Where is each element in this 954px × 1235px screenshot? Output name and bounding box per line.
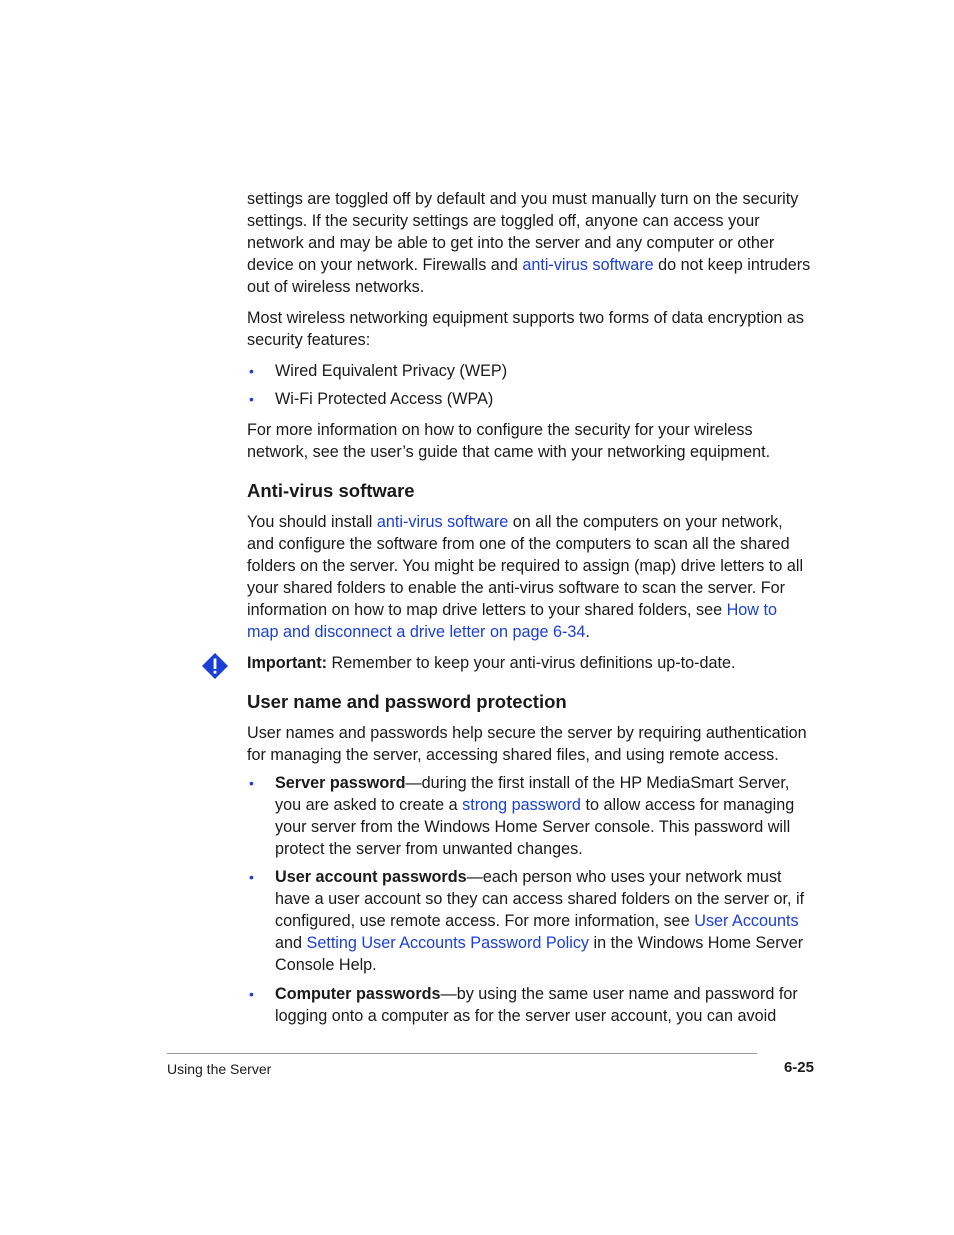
intro-paragraph-3: For more information on how to configure the security for your wireless network, see the user’s guide that came with your networking equipment.	[247, 421, 771, 461]
bullet-icon: •	[249, 363, 254, 379]
item-title: Computer passwords	[275, 985, 441, 1003]
strong-password-link[interactable]: strong password	[462, 796, 581, 814]
encryption-list	[247, 360, 812, 410]
text-span: do not keep intruders out of wireless networks.	[247, 256, 811, 296]
anti-virus-link[interactable]: anti-virus software	[522, 256, 654, 274]
text-span: Remember to keep your anti-virus definitions up-to-date.	[327, 654, 736, 672]
bullet-icon: •	[249, 869, 254, 885]
intro-paragraph-1	[247, 188, 812, 298]
text-span: —by using the same user name and password for logging onto a computer as for the server user account, you can avoid	[275, 985, 798, 1025]
list-item	[247, 866, 812, 976]
password-policy-link[interactable]: Setting User Accounts Password Policy	[306, 934, 590, 952]
text-span: .	[585, 623, 590, 641]
footer-divider	[167, 1053, 757, 1054]
password-list	[247, 772, 812, 1027]
user-password-heading: User name and password protection	[247, 691, 567, 712]
anti-virus-link[interactable]: anti-virus software	[376, 513, 509, 531]
bullet-icon: •	[249, 986, 254, 1002]
list-item-text: Wired Equivalent Privacy (WEP)	[275, 362, 508, 380]
bullet-icon: •	[249, 391, 254, 407]
user-accounts-link[interactable]: User Accounts	[694, 912, 799, 930]
text-span: and	[275, 934, 307, 952]
intro-paragraph-2: Most wireless networking equipment supports two forms of data encryption as security features:	[247, 309, 804, 349]
footer-section-title: Using the Server	[167, 1061, 272, 1077]
list-item	[247, 360, 812, 382]
list-item	[247, 983, 812, 1027]
list-item-text: Wi-Fi Protected Access (WPA)	[275, 390, 494, 408]
item-title: User account passwords	[275, 868, 467, 886]
user-password-intro: User names and passwords help secure the server by requiring authentication for managing the server, accessing shared files, and using remote access.	[247, 724, 807, 764]
text-span: in the Windows Home Server Console Help.	[275, 934, 804, 974]
important-text	[247, 652, 812, 674]
page-content	[247, 188, 812, 1036]
text-span: on all the computers on your network, and configure the software from one of the computers to scan all the shared folders on the server. You might be required to assign (map) drive letters to all your shared folders to enable the anti-virus software to scan the server. For information on how to map drive letters to your shared folders, see	[247, 513, 804, 619]
text-span: settings are toggled off by default and you must manually turn on the security settings. If the security settings are toggled off, anyone can access your network and may be able to get into the server and any computer or other device on your network. Firewalls and	[247, 190, 799, 274]
text-span: to allow access for managing your server from the Windows Home Server console. This password will protect the server from unwanted changes.	[275, 796, 795, 858]
bullet-icon: •	[249, 775, 254, 791]
antivirus-heading: Anti-virus software	[247, 480, 415, 501]
item-title: Server password	[275, 774, 406, 792]
text-span: —each person who uses your network must have a user account so they can access shared folders on the server or, if configured, use remote access. For more information, see	[275, 868, 805, 930]
map-drive-link[interactable]: How to map and disconnect a drive letter on page 6-34	[247, 601, 777, 641]
warning-diamond-icon	[201, 652, 229, 680]
important-note	[247, 652, 812, 674]
text-span: You should install	[247, 513, 377, 531]
page-number: 6-25	[783, 1059, 814, 1076]
important-label: Important:	[247, 654, 328, 672]
list-item	[247, 772, 812, 860]
antivirus-paragraph	[247, 511, 812, 643]
list-item	[247, 388, 812, 410]
text-span: —during the first install of the HP MediaSmart Server, you are asked to create a	[275, 774, 790, 814]
